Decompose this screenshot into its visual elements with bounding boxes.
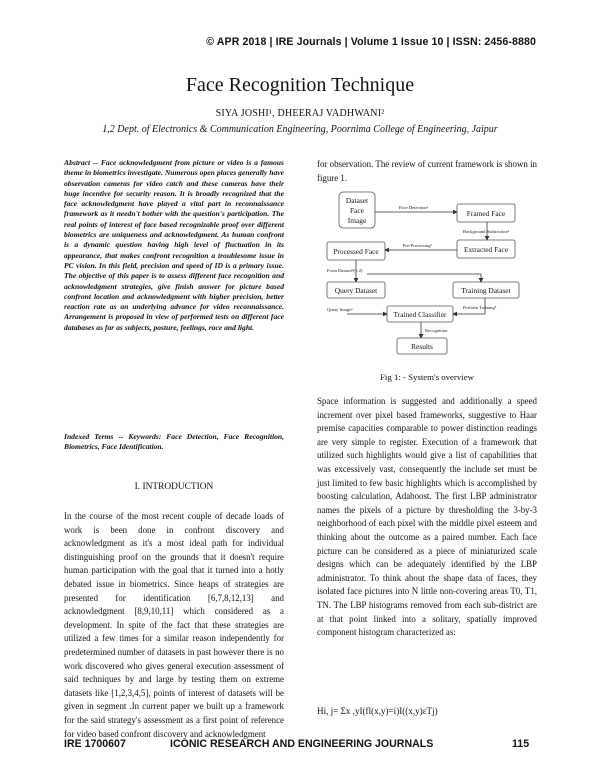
edge-query-image: Query Image⁶: [327, 307, 353, 312]
edge-background-subtraction: Background Subtraction²: [463, 229, 510, 234]
node-training-dataset-label: Training Dataset: [461, 286, 511, 295]
node-processed-face-label: Processed Face: [333, 247, 379, 256]
section-heading: I. INTRODUCTION: [134, 482, 214, 492]
node-dataset-line-2: Face: [350, 206, 364, 215]
node-query-dataset-label: Query Dataset: [334, 286, 378, 295]
system-overview-figure: [317, 188, 537, 364]
paper-authors: SIYA JOSHI¹, DHEERAJ VADHWANI²: [215, 108, 385, 119]
figure-caption: Fig 1: - System's overview: [380, 372, 474, 382]
node-dataset-line-1: Dataset: [345, 196, 369, 205]
indexed-terms: Indexed Terms -- Keywords: Face Detection, Face Recognition, Biometrics, Face Identification.: [64, 432, 284, 452]
introduction-text: In the course of the most recent couple of decade loads of work is been done in confront discovery and acknowledgment as it's a most ideal path for individual distinguishing proof on the grounds that it doesn't require human participation with the goal that it turned into a hotly debated issue in biometrics. Since heaps of strategies are presented for identification [6,7,8,12,13] and acknowledgment [8,9,10,11] which considered as a development. In spite of the fact that these strategies are utilized a few times for a similar reason independently for predetermined number of datasets in past however there is no work discovered who gives general execution assessment of said techniques by and large by testing them on extreme datasets like [1,2,3,4,5], points of interest of datasets will be given in segment .In current paper we built up a framework for the said strategy's assessment as a first point of reference for video based confront discovery and acknowledgment: [64, 511, 284, 739]
node-framed-face-label: Framed Face: [466, 209, 506, 218]
edge-recognition: Recognition: [425, 328, 448, 333]
node-trained-classifier-label: Trained Classifier: [393, 310, 447, 319]
right-column-intro: for observation. The review of current framework is shown in figure 1.: [317, 159, 537, 183]
node-dataset-line-3: Image: [347, 216, 367, 225]
edge-form-dataset: Form Dataset⁴(1:2): [327, 268, 363, 273]
lbp-formula: Hi, j= Σx ,yI(fl(x,y)=i)I((x,y)εTj): [317, 706, 438, 716]
footer-page-number: 115: [512, 738, 530, 750]
footer-paper-id: IRE 1700607: [64, 738, 126, 750]
journal-header: © APR 2018 | IRE Journals | Volume 1 Issue 10 | ISSN: 2456-8880: [206, 36, 536, 48]
paper-affiliation: 1,2 Dept. of Electronics & Communication Engineering, Poornima College of Engineering, Jaipur: [102, 124, 498, 135]
footer-journal-name: ICONIC RESEARCH AND ENGINEERING JOURNALS: [170, 738, 434, 750]
edge-face-detection: Face Detection¹: [399, 205, 429, 210]
edge-pre-processing: Pre-Processing³: [403, 243, 432, 248]
node-results-label: Results: [411, 342, 433, 351]
paper-title: Face Recognition Technique: [185, 74, 415, 96]
node-extracted-face-label: Extracted Face: [463, 245, 509, 254]
right-column-body: Space information is suggested and additionally a speed increment over pixel based frameworks, suggestive to Haar premise capacities comparable to power distinction readings are very simple to register. Execution of a framework that utilized such highlights would give a list of capabilities that was excessively vast, consequently the include set must be just limited to few basic highlights which is accomplished by boosting calculation, Adaboost. The first LBP administrator names the pixels of a picture by thresholding the 3-by-3 neighborhood of each pixel with the middle pixel esteem and thinking about the outcome as a paired number. Each face picture can be considered as a piece of miniaturized scale designs which can be adequately identified by the LBP administrator. To think about the shape data of faces, they isolated face pictures into N little non-covering areas T0, T1, TN. The LBP histograms removed from each sub-district are at that point linked into a solitary, spatially improved component histogram characterized as:: [317, 396, 537, 638]
abstract: Abstract -- Face acknowledgment from picture or video is a famous theme in biometrics investigate. Numerous open places generally have observation cameras for video catch and these cameras have their huge incentive for security reason. It is broadly recognized that the face acknowledgment have played a vital part in reconnaissance framework as it needn't bother with the question's participation. The real points of interest of face based recognizable proof over different biometrics are uniqueness and acknowledgment. As human confront is a dynamic question having high level of fluctuation in its appearance, that makes confront recognition a troublesome issue in PC vision. In this field, precision and speed of ID is a primary issue. The objective of this paper is to assess different face recognition and acknowledgment strategies, give finish answer for picture based confront location and acknowledgment with higher precision, better reaction rate as an underlying advance for video reconnaissance. Arrangement is proposed in view of performed tests on different face databases as far as subjects, posture, feelings, race and light.: [64, 158, 284, 332]
edge-perform-training: Perform Training⁵: [463, 305, 497, 310]
